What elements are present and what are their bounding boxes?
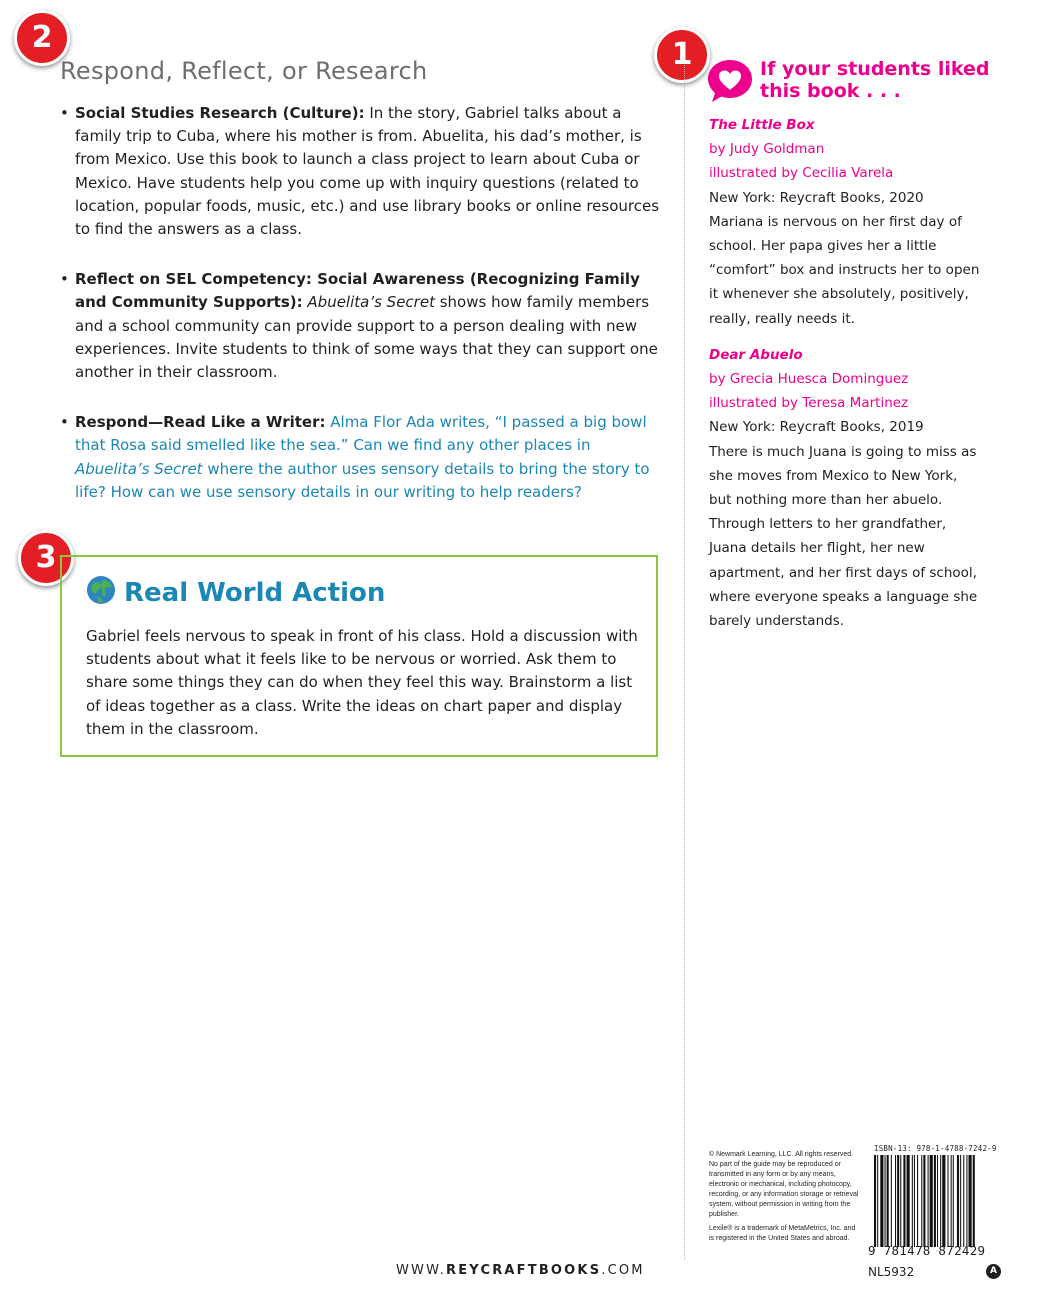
barcode-bar <box>885 1155 886 1247</box>
book-illustrator: illustrated by Teresa Martinez <box>709 395 909 412</box>
barcode-bar <box>921 1155 922 1247</box>
barcode-bar <box>923 1155 925 1247</box>
sidebar-header <box>706 58 1006 108</box>
barcode-bar <box>960 1155 961 1247</box>
book-illustrator: illustrated by Cecilia Varela <box>709 165 894 182</box>
sidebar-title: If your students liked this book . . . <box>760 58 990 102</box>
book-summary: There is much Juana is going to miss as she moves from Mexico to New York, but nothing more than her abuelo. Through letters to her grandfather, Juana details her flight, her new apartment, and her first days of school, where everyone speaks a language she barely understands. <box>709 443 978 630</box>
barcode-bar <box>897 1155 899 1247</box>
list-item-sel: • Reflect on SEL Competency: Social Awareness (Recognizing Family and Community Supports): Abuelita’s Secret shows how family members and a school community can provide support to a person dealing with new experiences. Invite students to think of some ways that they can support one another in their classroom. <box>60 270 658 382</box>
barcode-bar <box>973 1155 975 1247</box>
barcode-bar <box>900 1155 901 1247</box>
barcode-bar <box>953 1155 954 1247</box>
badge-2: 2 <box>14 10 70 66</box>
barcode-bar <box>966 1155 967 1247</box>
barcode-bar <box>934 1155 936 1247</box>
barcode-bar <box>914 1155 915 1247</box>
isbn-label: ISBN-13: 978-1-4788-7242-9 <box>874 1144 997 1153</box>
barcode-bar <box>963 1155 964 1247</box>
barcode-bar <box>969 1155 972 1247</box>
heart-chat-icon <box>706 58 754 104</box>
barcode-bar <box>930 1155 933 1247</box>
barcode <box>874 1155 999 1247</box>
item-lead: Respond—Read Like a Writer: <box>75 413 326 432</box>
real-world-action-box <box>60 555 658 757</box>
list-item-respond: • Respond—Read Like a Writer: Alma Flor Ada writes, “I passed a big bowl that Rosa said smelled like the sea.” Can we find any other places in Abuelita’s Secret where the author uses sensory details to bring the story to life? How can we use sensory details in our writing to help readers? <box>60 413 650 501</box>
column-divider <box>684 65 685 1260</box>
product-code: NL5932 <box>868 1265 915 1279</box>
activity-list <box>60 102 660 531</box>
barcode-bar <box>877 1155 878 1247</box>
badge-3: 3 <box>18 530 74 586</box>
barcode-bar <box>942 1155 945 1247</box>
barcode-bar <box>891 1155 892 1247</box>
action-body: Gabriel feels nervous to speak in front of his class. Hold a discussion with students about what it feels like to be nervous or worried. Ask them to share some things they can do when they feel this way. Brainstorm a list of ideas together as a class. Write the ideas on chart paper and display them in the classroom. <box>86 627 638 738</box>
barcode-bar <box>874 1155 876 1247</box>
book-title: The Little Box <box>709 117 815 133</box>
item-lead: Reflect on SEL Competency: Social Awareness (Recognizing Family and Community Supports): <box>75 270 640 312</box>
section-title: Respond, Reflect, or Research <box>60 57 428 85</box>
book-title-ref: Abuelita’s Secret <box>75 459 203 478</box>
badge-1: 1 <box>654 27 710 83</box>
barcode-bar <box>940 1155 941 1247</box>
item-body: shows how family members and a school community can provide support to a person dealing with new experiences. Invite students to think of some ways that they can support one another in their classroom. <box>75 293 658 382</box>
barcode-bar <box>907 1155 910 1247</box>
book-entry <box>709 113 984 331</box>
item-body-b: where the author uses sensory details to bring the story to life? How can we use sensory details in our writing to help readers? <box>75 459 650 501</box>
barcode-bar <box>951 1155 952 1247</box>
globe-icon <box>86 575 116 605</box>
isbn-number: 9 781478 872429 <box>868 1243 986 1258</box>
website-link[interactable]: WWW.REYCRAFTBOOKS.COM <box>396 1263 645 1278</box>
book-summary: Mariana is nervous on her first day of school. Her papa gives her a little “comfort” box and instructs her to open it whenever she absolutely, positively, really, really needs it. <box>709 213 980 327</box>
barcode-bar <box>957 1155 959 1247</box>
barcode-bar <box>880 1155 883 1247</box>
list-item-social-studies: • Social Studies Research (Culture): In the story, Gabriel talks about a family trip to Cuba, where his mother is from. Abuelita, his dad’s mother, is from Mexico. Use this book to launch a class project to learn about Cuba or Mexico. Have students help you come up with inquiry questions (related to location, popular foods, music, etc.) and use library books or online resources to find the answers as a class. <box>60 104 660 239</box>
barcode-bar <box>903 1155 905 1247</box>
book-entry <box>709 343 984 633</box>
barcode-bar <box>895 1155 896 1247</box>
lexile-badge: A <box>986 1264 1001 1279</box>
item-body-a: Alma Flor Ada writes, “I passed a big bowl that Rosa said smelled like the sea.” Can we find any other places in <box>75 413 647 455</box>
barcode-bar <box>937 1155 938 1247</box>
barcode-bar <box>948 1155 949 1247</box>
book-recommendations <box>709 113 984 645</box>
item-body: In the story, Gabriel talks about a family trip to Cuba, where his mother is from. Abuelita, his dad’s mother, is from Mexico. Use this book to launch a class project to learn about Cuba or Mexico. Have students help you come up with inquiry questions (related to location, popular foods, music, etc.) and use library books or online resources to find the answers as a class. <box>75 104 660 239</box>
copyright-notice: © Newmark Learning, LLC. All rights reserved. No part of the guide may be reproduced or transmitted in any form or by any means, electronic or mechanical, including photocopy, recording, or any information storage or retrieval system, without permission in writing from the publisher. Lexile® is a trademark of MetaMetrics, Inc. and is registered in the United States and abroad. <box>709 1151 859 1242</box>
book-publisher: New York: Reycraft Books, 2019 <box>709 419 924 436</box>
book-author: by Judy Goldman <box>709 141 825 158</box>
barcode-bar <box>887 1155 889 1247</box>
action-title: Real World Action <box>86 575 385 608</box>
isbn-barcode <box>868 1144 1003 1264</box>
book-title-ref: Abuelita’s Secret <box>307 293 435 312</box>
item-lead: Social Studies Research (Culture): <box>75 104 365 122</box>
book-title: Dear Abuelo <box>709 346 803 363</box>
book-publisher: New York: Reycraft Books, 2020 <box>709 189 924 206</box>
barcode-bar <box>917 1155 918 1247</box>
book-author: by Grecia Huesca Dominguez <box>709 371 909 388</box>
barcode-bar <box>912 1155 913 1247</box>
barcode-bar <box>928 1155 929 1247</box>
